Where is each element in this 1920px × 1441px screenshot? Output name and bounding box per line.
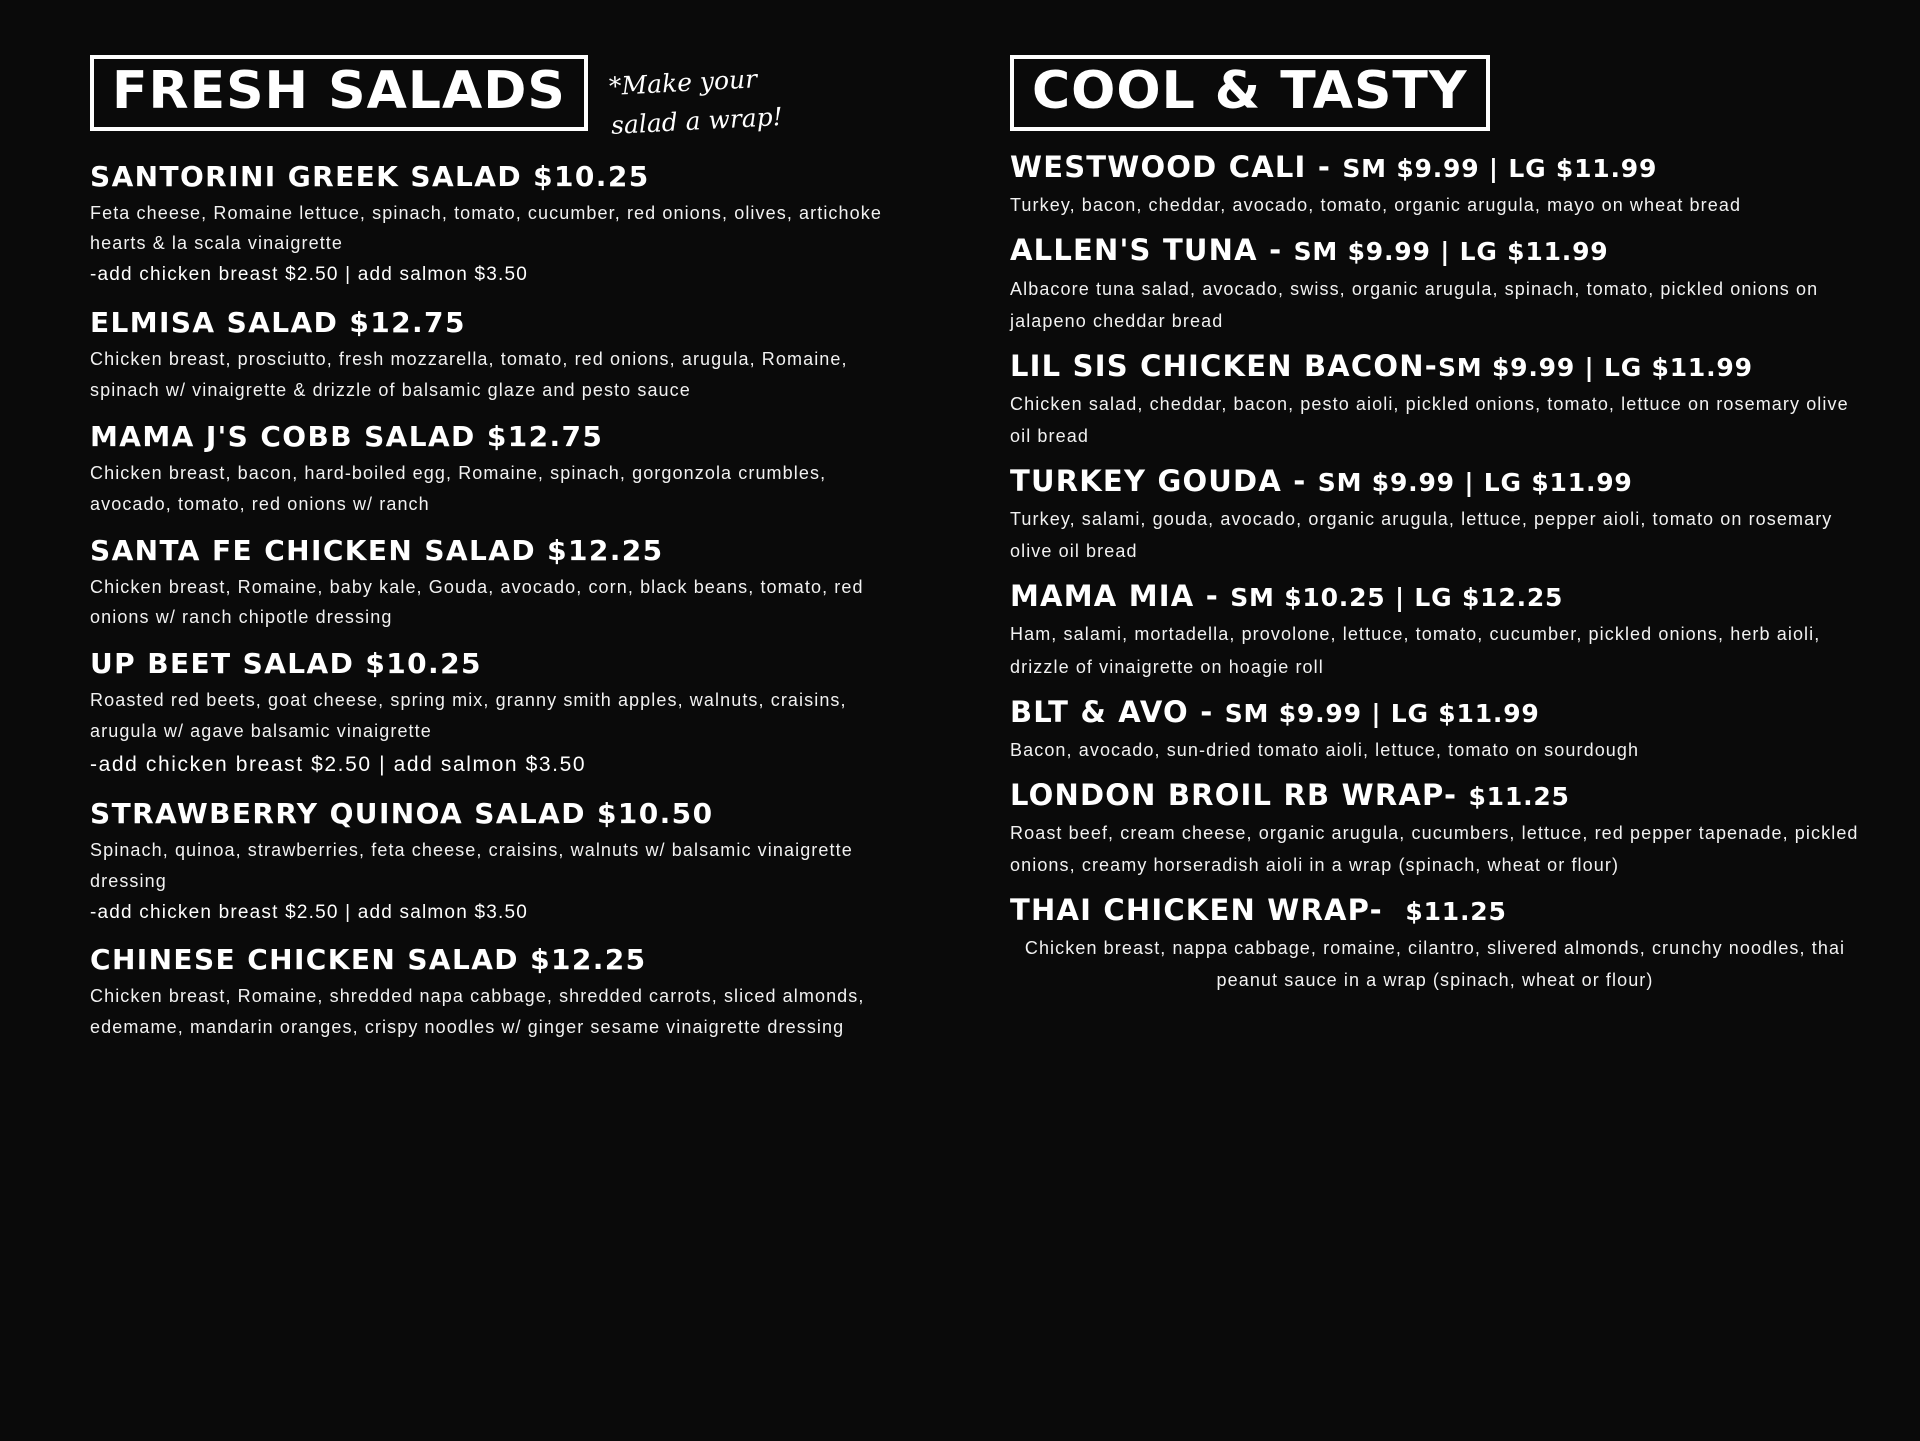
menu-item-name (1010, 348, 1860, 384)
cool-and-tasty-header (1010, 55, 1860, 131)
menu-item-description: Chicken breast, Romaine, shredded napa cabbage, shredded carrots, sliced almonds, edemame, mandarin oranges, crispy noodles w/ ginger sesame vinaigrette dressing (90, 986, 865, 1038)
menu-item-description: Spinach, quinoa, strawberries, feta cheese, craisins, walnuts w/ balsamic vinaigrette dressing (90, 840, 853, 891)
menu-item-price: SM $9.99 | LG $11.99 (1317, 467, 1633, 497)
menu-item-label: MAMA MIA - (1010, 579, 1231, 614)
menu-item-description: Chicken breast, Romaine, baby kale, Gouda, avocado, corn, black beans, tomato, red onions w/ ranch chipotle dressing (90, 576, 864, 628)
menu-item-name: ELMISA SALAD $12.75 (90, 305, 466, 339)
menu-item (1010, 777, 1860, 881)
menu-item (1010, 463, 1860, 567)
menu-item-name: SANTA FE CHICKEN SALAD $12.25 (90, 533, 664, 567)
menu-item-name: UP BEET SALAD $10.25 (90, 647, 482, 681)
menu-item-description: Chicken breast, nappa cabbage, romaine, cilantro, slivered almonds, crunchy noodles, thai peanut sauce in a wrap (spinach, wheat or flour) (1024, 938, 1846, 991)
menu-item-label: THAI CHICKEN WRAP- (1010, 893, 1383, 928)
menu-item-price: SM $9.99 | LG $11.99 (1293, 237, 1609, 267)
menu-item-label: WESTWOOD CALI - (1010, 150, 1343, 184)
menu-item-description: Feta cheese, Romaine lettuce, spinach, tomato, cucumber, red onions, olives, artichoke hearts & la scala vinaigrette (90, 202, 882, 254)
menu-item (1010, 232, 1860, 336)
page-title: FRESH SALADS (112, 61, 566, 121)
menu-item (90, 159, 900, 292)
menu-item-description: Albacore tuna salad, avocado, swiss, organic arugula, spinach, tomato, pickled onions on jalapeno cheddar bread (1010, 278, 1819, 331)
cool-and-tasty-title-box (1010, 55, 1490, 131)
menu-item-price: SM $10.25 | LG $12.25 (1230, 583, 1564, 613)
menu-item-name (1010, 777, 1860, 813)
menu-item-description: Bacon, avocado, sun-dried tomato aioli, lettuce, tomato on sourdough (1010, 739, 1640, 760)
menu-item-description: Ham, salami, mortadella, provolone, lettuce, tomato, cucumber, pickled onions, herb aioli, drizzle of vinaigrette on hoagie roll (1010, 624, 1821, 677)
menu-item-description: Chicken breast, prosciutto, fresh mozzarella, tomato, red onions, arugula, Romaine, spinach w/ vinaigrette & drizzle of balsamic glaze and pesto sauce (90, 348, 848, 400)
menu-item-name: CHINESE CHICKEN SALAD $12.25 (90, 943, 647, 977)
menu-item-name (1010, 463, 1860, 499)
menu-item-label: BLT & AVO - (1010, 694, 1225, 729)
menu-item-description: Chicken breast, bacon, hard-boiled egg, Romaine, spinach, gorgonzola crumbles, avocado, tomato, red onions w/ ranch (90, 462, 827, 514)
menu-item-addon: -add chicken breast $2.50 | add salmon $3.50 (90, 264, 528, 286)
menu-item-label: TURKEY GOUDA - (1010, 463, 1318, 498)
menu-item-name (1010, 578, 1860, 614)
menu-item-label: LIL SIS CHICKEN BACON- (1010, 348, 1438, 383)
menu-item-name (1010, 149, 1860, 185)
menu-item-name: STRAWBERRY QUINOA SALAD $10.50 (90, 797, 714, 831)
menu-item (1010, 578, 1860, 682)
menu-item-label: ALLEN'S TUNA - (1010, 233, 1294, 268)
menu-item-price: $11.25 (1468, 781, 1570, 811)
fresh-salads-column (90, 55, 900, 1421)
menu-item (90, 646, 900, 783)
menu-item-name: MAMA J'S COBB SALAD $12.75 (90, 419, 604, 453)
menu-item (1010, 348, 1860, 452)
menu-item (1010, 149, 1860, 221)
fresh-salads-title-box (90, 55, 588, 131)
cool-and-tasty-column (900, 55, 1860, 1421)
menu-item-description: Turkey, bacon, cheddar, avocado, tomato, organic arugula, mayo on wheat bread (1010, 195, 1742, 216)
menu-item-addon: -add chicken breast $2.50 | add salmon $3.50 (90, 901, 528, 923)
menu-item-label: LONDON BROIL RB WRAP- (1010, 777, 1458, 812)
menu-item-name (1010, 892, 1860, 928)
menu-item-description: Roast beef, cream cheese, organic arugula, cucumbers, lettuce, red pepper tapenade, pickled onions, creamy horseradish aioli in a wrap (spinach, wheat or flour) (1010, 823, 1859, 876)
menu-item-name (1010, 694, 1860, 730)
section-title: COOL & TASTY (1032, 61, 1468, 121)
menu-item-price: SM $9.99 | LG $11.99 (1224, 698, 1540, 728)
menu-item-addon: -add chicken breast $2.50 | add salmon $3.50 (90, 753, 587, 777)
menu-item-description: Turkey, salami, gouda, avocado, organic arugula, lettuce, pepper aioli, tomato on rosemary olive oil bread (1010, 509, 1833, 562)
menu-item-price: SM $9.99 | LG $11.99 (1437, 352, 1753, 382)
menu-item (90, 305, 900, 406)
menu-item-name (1010, 232, 1860, 268)
menu-item (90, 796, 900, 929)
menu-item-description: Chicken salad, cheddar, bacon, pesto aioli, pickled onions, tomato, lettuce on rosemary olive oil bread (1010, 393, 1849, 446)
menu-item (90, 942, 900, 1043)
fresh-salads-header (90, 55, 900, 141)
menu-item (90, 419, 900, 520)
menu-item-name: SANTORINI GREEK SALAD $10.25 (90, 159, 650, 193)
menu-item (1010, 694, 1860, 766)
make-your-salad-a-wrap-note: *Make your salad a wrap! (608, 64, 784, 140)
menu-item (1010, 892, 1860, 996)
menu-item-price: $11.25 (1405, 897, 1507, 927)
menu-item (90, 533, 900, 634)
menu-item-price: SM $9.99 | LG $11.99 (1342, 154, 1658, 183)
menu-item-description: Roasted red beets, goat cheese, spring mix, granny smith apples, walnuts, craisins, arugula w/ agave balsamic vinaigrette (90, 690, 847, 742)
